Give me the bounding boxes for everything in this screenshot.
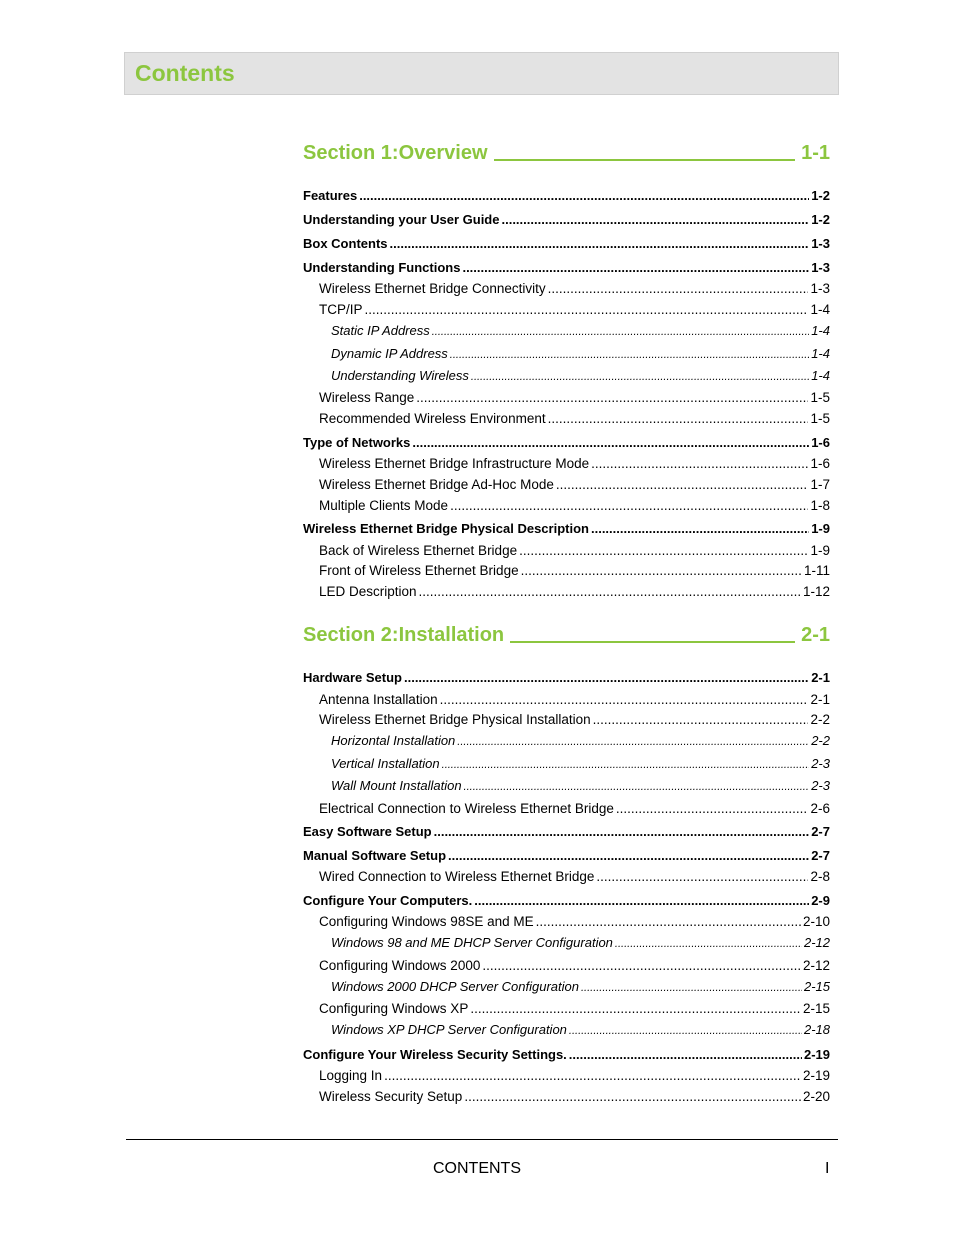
dot-leader [464, 1089, 801, 1104]
toc-entry[interactable] [331, 778, 830, 793]
toc-entry[interactable] [319, 477, 830, 492]
dot-leader [384, 1068, 801, 1083]
toc-entry-page: 1-7 [810, 477, 830, 492]
toc-entry-text: Configuring Windows 98SE and ME [319, 914, 534, 929]
toc-entry-page: 2-7 [811, 848, 830, 863]
dot-leader [615, 938, 802, 950]
section-page: 1-1 [801, 142, 830, 164]
dot-leader [450, 349, 809, 361]
toc-entry-page: 1-4 [811, 323, 830, 338]
section-title: Section 1:Overview [303, 142, 488, 164]
toc-entry-text: Configuring Windows 2000 [319, 958, 481, 973]
section-heading[interactable] [303, 624, 830, 647]
dot-leader [548, 281, 809, 296]
toc-entry-page: 2-15 [802, 1001, 830, 1016]
footer-label: CONTENTS [433, 1160, 521, 1177]
toc-entry-text: Configure Your Computers. [303, 893, 473, 908]
toc-entry-text: Horizontal Installation [331, 733, 456, 748]
toc-entry-text: Windows 2000 DHCP Server Configuration [331, 979, 579, 994]
dot-leader [442, 759, 810, 771]
toc-entry-text: Wireless Security Setup [319, 1089, 463, 1104]
toc-entry-text: Static IP Address [331, 323, 430, 338]
toc-entry-page: 2-3 [811, 778, 830, 793]
toc-entry[interactable] [303, 893, 830, 908]
toc-entry[interactable] [303, 1047, 830, 1062]
dot-leader [464, 781, 810, 793]
toc-entry[interactable] [331, 368, 830, 383]
section-title: Section 2:Installation [303, 624, 505, 646]
dot-leader [450, 498, 808, 513]
toc-entry[interactable] [331, 756, 830, 771]
toc-entry[interactable] [319, 692, 830, 707]
dot-leader [548, 411, 809, 426]
toc-entry-text: Wireless Ethernet Bridge Infrastructure Mode [319, 456, 590, 471]
toc-entry[interactable] [331, 1022, 830, 1037]
dot-leader [581, 982, 802, 994]
toc-entry-page: 1-12 [802, 584, 830, 599]
dot-leader [416, 390, 808, 405]
dot-leader [404, 670, 809, 685]
toc-entry-text: Back of Wireless Ethernet Bridge [319, 543, 518, 558]
dot-leader [365, 302, 809, 317]
toc-entry-page: 2-12 [803, 935, 830, 950]
dot-leader [591, 521, 809, 536]
toc-entry-page: 2-20 [802, 1089, 830, 1104]
dot-leader [457, 736, 809, 748]
dot-leader [521, 563, 802, 578]
dot-leader [569, 1025, 802, 1037]
toc-entry[interactable] [303, 848, 830, 863]
toc-entry[interactable] [319, 498, 830, 513]
toc-entry[interactable] [319, 281, 830, 296]
dot-leader [434, 824, 810, 839]
toc-entry[interactable] [319, 1068, 830, 1083]
dot-leader [432, 326, 809, 338]
toc-entry-page: 1-11 [803, 563, 830, 578]
dot-leader [462, 260, 809, 275]
toc-entry[interactable] [331, 323, 830, 338]
toc-entry[interactable] [303, 212, 830, 227]
toc-entry-text: Recommended Wireless Environment [319, 411, 546, 426]
toc-entry[interactable] [303, 824, 830, 839]
toc-entry-page: 2-19 [803, 1047, 830, 1062]
section-page: 2-1 [801, 624, 830, 646]
toc-entry[interactable] [319, 1001, 830, 1016]
dot-leader [593, 712, 809, 727]
toc-entry[interactable] [319, 411, 830, 426]
section-underline [494, 159, 796, 161]
toc-entry[interactable] [303, 236, 830, 251]
toc-entry-page: 1-9 [811, 521, 830, 536]
toc-entry-text: Multiple Clients Mode [319, 498, 449, 513]
toc-entry-text: Wireless Ethernet Bridge Connectivity [319, 281, 546, 296]
toc-entry-page: 1-6 [811, 435, 830, 450]
section-heading[interactable] [303, 142, 830, 165]
toc-entry[interactable] [319, 914, 830, 929]
toc-entry-page: 2-6 [810, 801, 830, 816]
toc-entry-text: Hardware Setup [303, 670, 402, 685]
toc-entry-page: 1-4 [811, 346, 830, 361]
toc-entry[interactable] [319, 563, 830, 578]
dot-leader [440, 692, 809, 707]
toc-entry-page: 2-8 [810, 869, 830, 884]
toc-entry-page: 1-5 [810, 411, 830, 426]
toc-entry-text: Understanding your User Guide [303, 212, 500, 227]
toc-entry-page: 2-1 [810, 692, 830, 707]
dot-leader [412, 435, 809, 450]
toc-entry[interactable] [303, 521, 830, 536]
toc-entry-text: Wall Mount Installation [331, 778, 462, 793]
dot-leader [501, 212, 809, 227]
toc-entry-page: 2-3 [811, 756, 830, 771]
toc-entry-text: Manual Software Setup [303, 848, 447, 863]
toc-entry[interactable] [319, 584, 830, 599]
dot-leader [591, 456, 808, 471]
toc-entry-page: 1-3 [811, 236, 830, 251]
toc-entry-text: Antenna Installation [319, 692, 438, 707]
toc-entry-text: Understanding Functions [303, 260, 461, 275]
toc-entry-text: Type of Networks [303, 435, 411, 450]
toc-entry-page: 1-2 [811, 188, 830, 203]
toc-entry[interactable] [319, 1089, 830, 1104]
toc-entry-text: Front of Wireless Ethernet Bridge [319, 563, 519, 578]
section-underline [510, 641, 795, 643]
toc-entry-text: Dynamic IP Address [331, 346, 448, 361]
toc-entry-text: Easy Software Setup [303, 824, 432, 839]
toc-entry-text: Features [303, 188, 358, 203]
toc-entry-text: Windows XP DHCP Server Configuration [331, 1022, 567, 1037]
toc-entry-page: 1-2 [811, 212, 830, 227]
toc-entry[interactable] [319, 958, 830, 973]
contents-banner [124, 52, 839, 95]
toc-entry-text: Wireless Ethernet Bridge Physical Installation [319, 712, 591, 727]
toc-entry-page: 2-7 [811, 824, 830, 839]
toc-entry-text: Logging In [319, 1068, 383, 1083]
toc-entry-page: 2-18 [803, 1022, 830, 1037]
toc-entry[interactable] [319, 390, 830, 405]
toc-entry-text: Configuring Windows XP [319, 1001, 469, 1016]
toc-entry[interactable] [303, 435, 830, 450]
dot-leader [596, 869, 808, 884]
dot-leader [556, 477, 809, 492]
toc-entry-text: Understanding Wireless [331, 368, 469, 383]
toc-entry-text: Wireless Ethernet Bridge Physical Description [303, 521, 589, 536]
toc-entry-text: Box Contents [303, 236, 388, 251]
toc-entry-page: 1-5 [810, 390, 830, 405]
toc-entry-page: 2-19 [802, 1068, 830, 1083]
toc-entry-text: LED Description [319, 584, 417, 599]
dot-leader [536, 914, 801, 929]
toc-entry-page: 2-2 [810, 712, 830, 727]
toc-entry-text: Configure Your Wireless Security Settings. [303, 1047, 567, 1062]
toc-entry[interactable] [303, 260, 830, 275]
toc-entry[interactable] [303, 188, 830, 203]
dot-leader [482, 958, 801, 973]
toc-entry[interactable] [331, 935, 830, 950]
dot-leader [359, 188, 809, 203]
toc-entry-page: 2-12 [802, 958, 830, 973]
dot-leader [569, 1047, 802, 1062]
toc-entry-page: 1-6 [810, 456, 830, 471]
toc-entry[interactable] [319, 543, 830, 558]
page-title: Contents [135, 60, 235, 86]
toc-entry-page: 2-9 [811, 893, 830, 908]
toc-entry-page: 2-1 [811, 670, 830, 685]
toc-entry-text: Wireless Range [319, 390, 415, 405]
toc-entry-text: TCP/IP [319, 302, 363, 317]
toc-entry-text: Windows 98 and ME DHCP Server Configuration [331, 935, 613, 950]
toc-entry-text: Vertical Installation [331, 756, 440, 771]
toc-entry-page: 1-3 [810, 281, 830, 296]
toc-entry-page: 2-2 [811, 733, 830, 748]
toc-entry-page: 1-4 [810, 302, 830, 317]
dot-leader [390, 236, 810, 251]
toc-entry-page: 2-15 [803, 979, 830, 994]
footer-divider [126, 1139, 838, 1140]
toc-entry-text: Wireless Ethernet Bridge Ad-Hoc Mode [319, 477, 554, 492]
toc-entry[interactable] [331, 733, 830, 748]
toc-entry-page: 1-3 [811, 260, 830, 275]
toc-entry-text: Electrical Connection to Wireless Ethernet Bridge [319, 801, 614, 816]
toc-entry-page: 1-9 [810, 543, 830, 558]
dot-leader [471, 371, 809, 383]
dot-leader [448, 848, 809, 863]
toc-entry-text: Wired Connection to Wireless Ethernet Bridge [319, 869, 595, 884]
toc-entry[interactable] [319, 456, 830, 471]
footer-page-number: I [825, 1160, 830, 1177]
toc-entry[interactable] [331, 979, 830, 994]
dot-leader [470, 1001, 801, 1016]
toc-entry[interactable] [319, 801, 830, 816]
dot-leader [519, 543, 808, 558]
toc-entry[interactable] [319, 712, 830, 727]
toc-entry[interactable] [319, 302, 830, 317]
toc-entry-page: 1-8 [810, 498, 830, 513]
toc-entry-page: 2-10 [802, 914, 830, 929]
dot-leader [419, 584, 801, 599]
dot-leader [616, 801, 809, 816]
toc-entry[interactable] [319, 869, 830, 884]
toc-entry[interactable] [303, 670, 830, 685]
dot-leader [474, 893, 809, 908]
toc-entry[interactable] [331, 346, 830, 361]
toc-entry-page: 1-4 [811, 368, 830, 383]
